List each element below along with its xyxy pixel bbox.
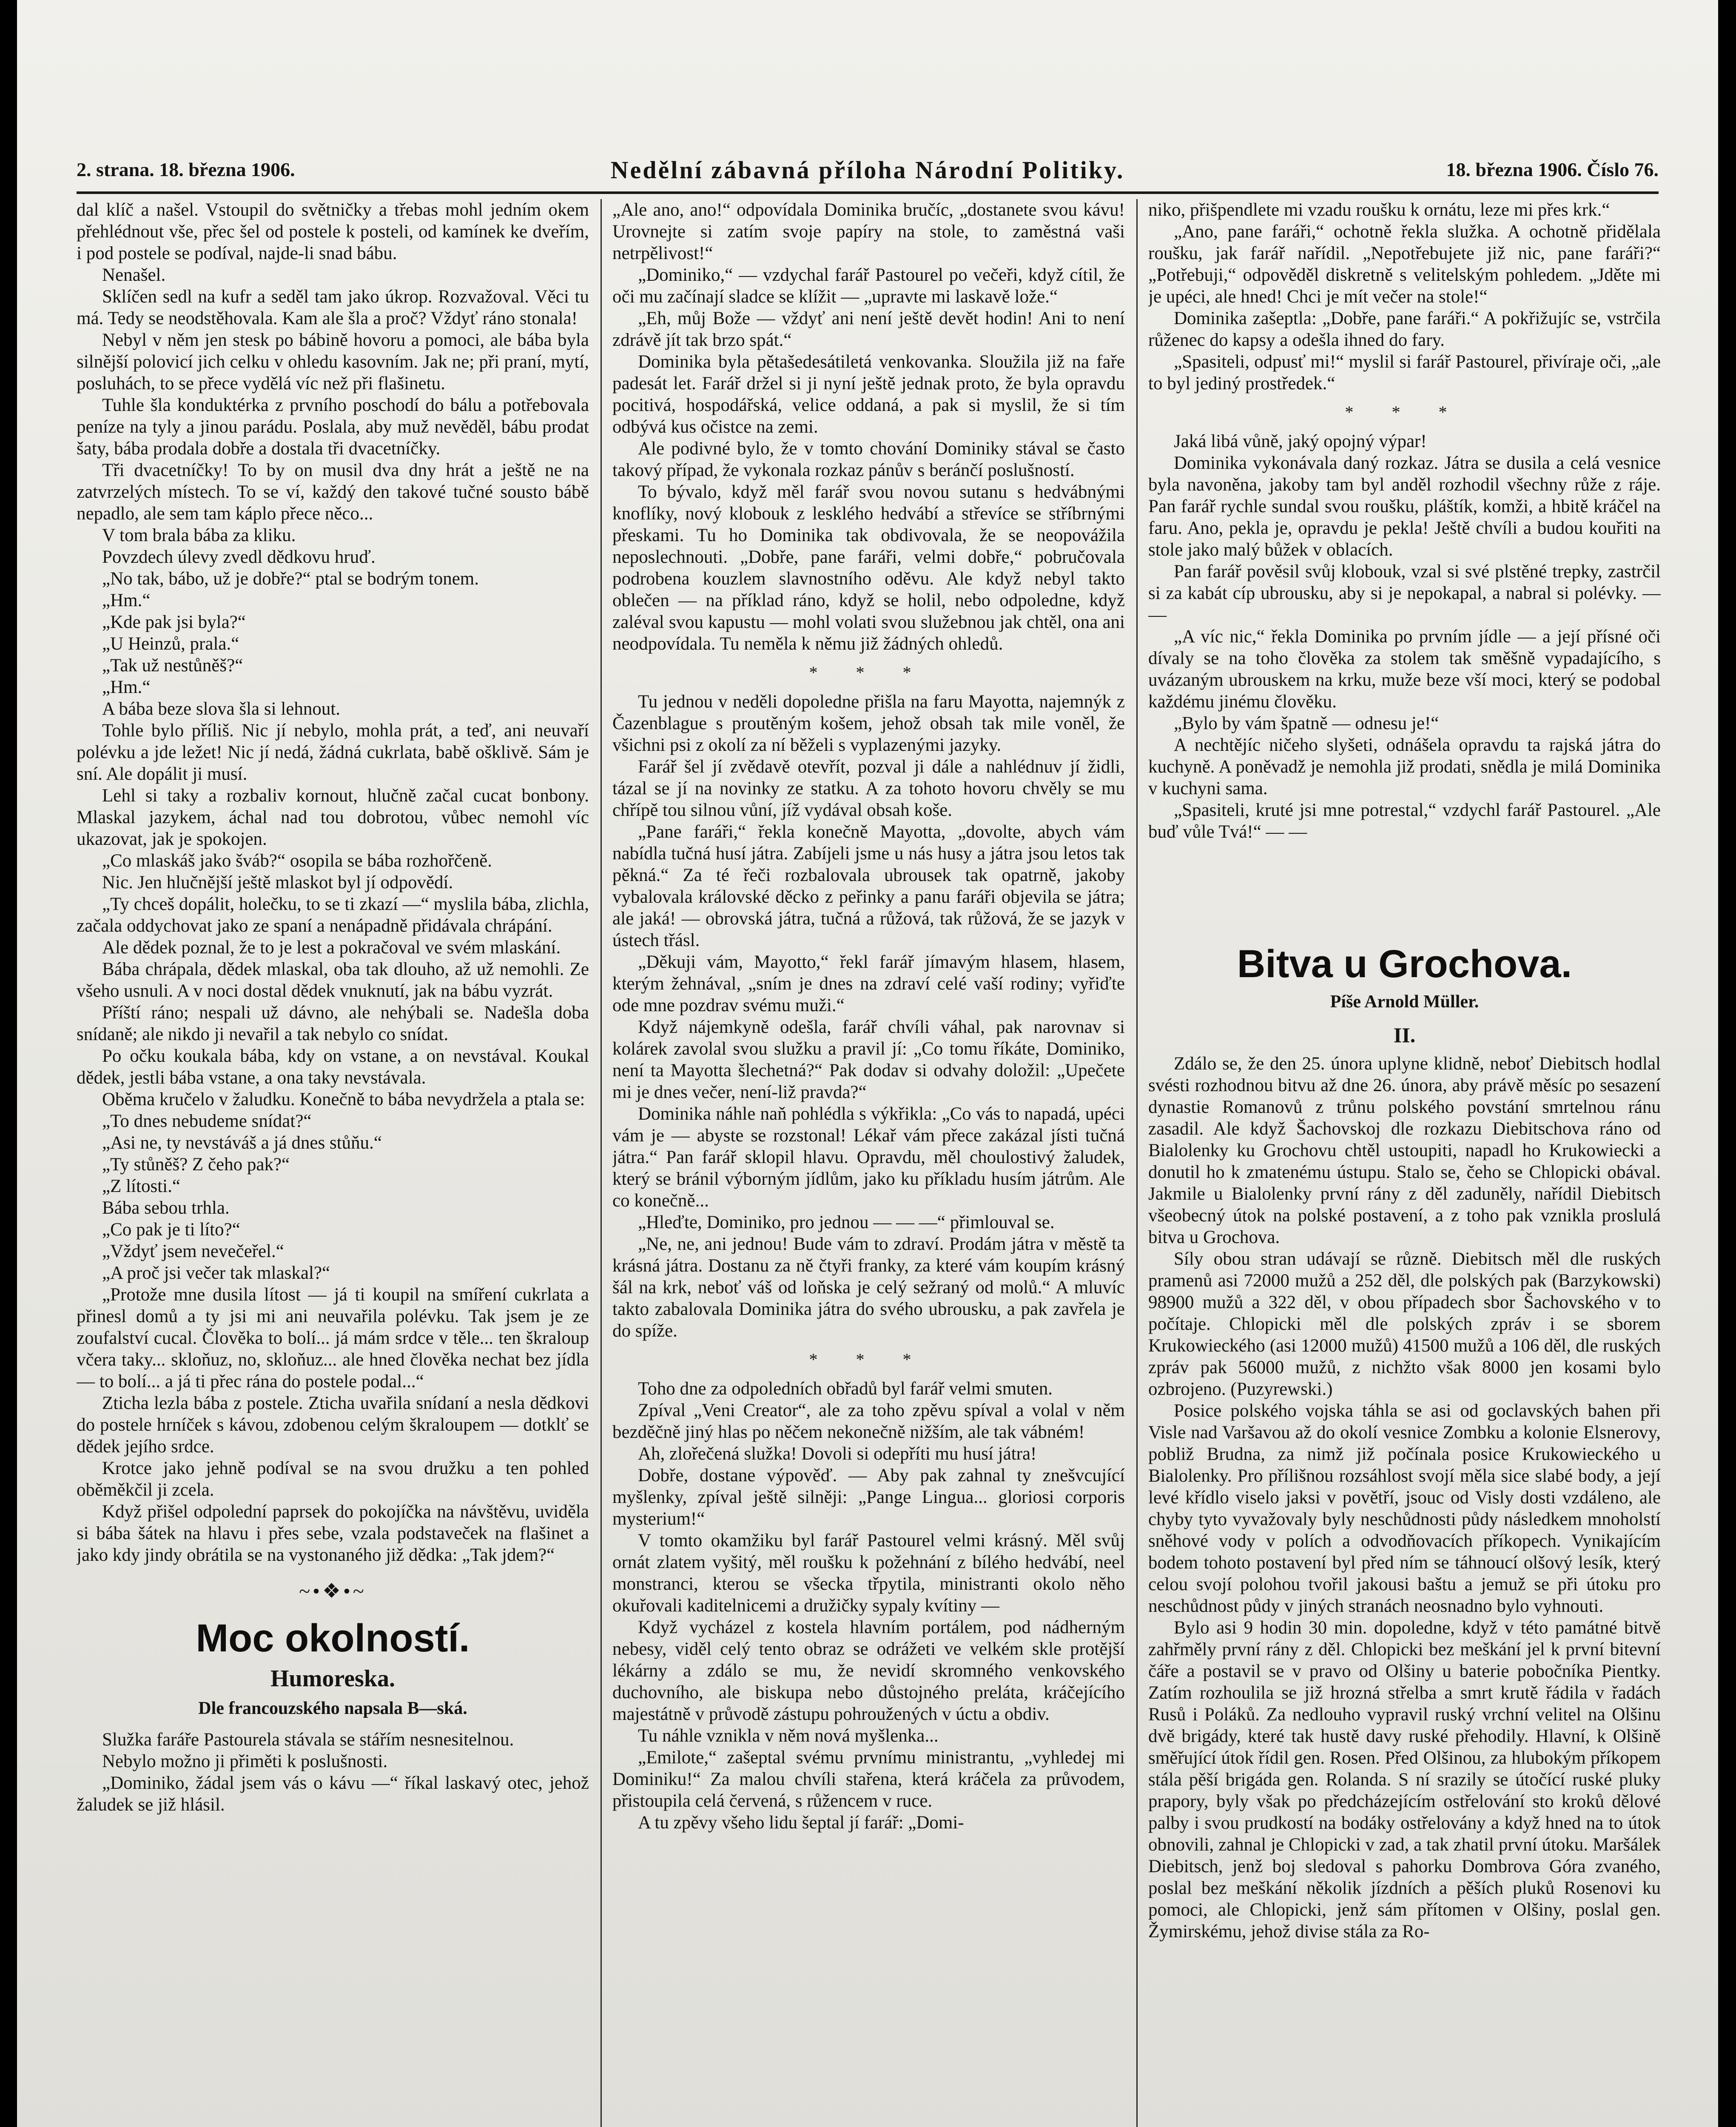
paragraph: „To dnes nebudeme snídat?“: [102, 1111, 312, 1131]
paragraph: Jaká libá vůně, jaký opojný výpar!: [1174, 431, 1427, 451]
paragraph: „Hleďte, Dominiko, pro jednou — — —“ přimlouval se.: [638, 1212, 1055, 1232]
paragraph: „A proč jsi večer tak mlaskal?“: [102, 1263, 330, 1283]
paragraph: „Bylo by vám špatně — odnesu je!“: [1174, 713, 1439, 733]
paragraph: Ale podivné bylo, že v tomto chování Dominiky stával se často takový případ, že vykonala rozkaz pánův s beránčí poslušností.: [612, 439, 1125, 480]
paragraph: „Spasiteli, kruté jsi mne potrestal,“ vzdychl farář Pastourel. „Ale buď vůle Tvá!“ — —: [1148, 800, 1661, 842]
paragraph: „Hm.“: [102, 677, 151, 697]
paragraph: Bába chrápala, dědek mlaskal, oba tak dlouho, až už nemohli. Ze všeho usnuli. A v noci dostal dědek vnuknutí, jak na bábu vyzrát.: [77, 959, 589, 1001]
paragraph: Lehl si taky a rozbaliv kornout, hlučně začal cucat bonbony. Mlaskal jazykem, áchal nad tou dobrotou, vůbec nemohl víc ukazovat, jak je spokojen.: [77, 786, 589, 849]
story-body: [77, 1729, 589, 1816]
paragraph: „Děkuji vám, Mayotto,“ řekl farář jímavým hlasem, hlasem, kterým žehnával, „sním je dnes na zdraví celé vaší rodiny; vyřiďte ode mne pozdrav svému muži.“: [612, 952, 1125, 1015]
paragraph: „Co mlaskáš jako šváb?“ osopila se bába rozhořčeně.: [102, 851, 492, 871]
paragraph: „Dominiko,“ — vzdychal farář Pastourel po večeři, když cítil, že oči mu začínají sladce se klížit — „upravte mi laskavě lože.“: [612, 265, 1125, 307]
paragraph: „Dominiko, žádal jsem vás o kávu —“ říkal laskavý otec, jehož žaludek se již hlásil.: [77, 1773, 589, 1815]
paragraph: „Co pak je ti líto?“: [102, 1220, 240, 1240]
paragraph: Dobře, dostane výpověď. — Aby pak zahnal ty znešvcující myšlenky, zpíval ještě silněji: „Pange Lingua... gloriosi corporis mysterium!“: [612, 1466, 1125, 1529]
paragraph: V tom brala bába za kliku.: [102, 525, 296, 545]
paragraph: Tuhle šla konduktérka z prvního poschodí do bálu a potřebovala peníze na tyly a jinou parádu. Poslala, aby muž nevěděl, bábu prodat šaty, bába prodala dobře a dostala tři dvacetníčky.: [77, 395, 589, 459]
paragraph: Bába sebou trhla.: [102, 1198, 230, 1218]
paragraph: Pan farář pověsil svůj klobouk, vzal si své plstěné trepky, zastrčil si za kabát cíp ubrousku, aby si je nepokapal, a nabral si polévky. — —: [1148, 562, 1661, 625]
paragraph: Síly obou stran udávají se různě. Diebitsch měl dle ruských pramenů asi 72000 mužů a 252 děl, dle polských pak (Barzykowski) 98900 mužů a 322 děl, v obou případech sbor Šachovského v to počítaje. Chlopicki měl dle polských zpráv i se sborem Krukowieckého (asi 12000 mužů) 41500 mužů a 106 děl, dle ruských zpráv pak 56000 mužů, z nichžto však 8000 jen kosami bylo ozbrojeno. (Puzyrewski.): [1148, 1249, 1661, 1399]
column-divider: [600, 199, 602, 2127]
section-stars: * * *: [809, 1350, 928, 1369]
section-stars: * * *: [809, 663, 928, 682]
paragraph: Povzdech úlevy zvedl dědkovu hruď.: [102, 547, 376, 567]
story-body: [1148, 1053, 1661, 1942]
paragraph: „Ty stůněš? Z čeho pak?“: [102, 1155, 290, 1175]
paragraph: V tomto okamžiku byl farář Pastourel velmi krásný. Měl svůj ornát zlatem vyšitý, měl roušku k požehnání z bílého hedvábí, neel monstranci, kterou se všecka třpytila, ministranti okolo něho okuřovali kaditelnicemi a družičky sypaly kvítiny —: [612, 1531, 1125, 1616]
spacer: [1148, 843, 1661, 932]
paragraph: „Ne, ne, ani jednou! Bude vám to zdraví. Prodám játra v městě ta krásná játra. Dostanu za ně čtyři franky, za které vám koupím krásný šál na krk, neboť váš od loňska je celý sežraný od molů.“ A mluvíc takto zabalovala Dominika játra do svého ubrousku, a pak zavřela je do spíže.: [612, 1234, 1125, 1341]
story-body: [1148, 199, 1661, 394]
paragraph: A tu zpěvy všeho lidu šeptal jí farář: „Domi-: [638, 1813, 964, 1833]
paragraph: Oběma kručelo v žaludku. Konečně to bába nevydržela a ptala se:: [102, 1089, 585, 1109]
paragraph: Tři dvacetníčky! To by on musil dva dny hrát a ještě ne na zatvrzelých místech. To se ví, každý den takové tučné sousto bábě nepadlo, ale sem tam káplo přece něco...: [77, 460, 589, 524]
paragraph: Ah, zlořečená služka! Dovoli si odepříti mu husí játra!: [638, 1444, 1037, 1464]
paragraph: „Hm.“: [102, 590, 151, 610]
story-title: Bitva u Grochova.: [1237, 942, 1572, 986]
header-rule: [77, 191, 1659, 194]
paragraph: Bylo asi 9 hodin 30 min. dopoledne, když v této památné bitvě zahřměly první rány z děl. Chlopicki bez meškání jel k první bitevní čáře a postavil se v pravo od Olšiny u baterie pobočníka Pientky. Zatím rozhoulila se již hrozná střelba a smrt krutě řádila v řadách Rusů i Poláků. Za nedlouho vypravil ruský vrchní velitel na Olšinu dvě brigády, které tak hustě davy ruské přehodily. Hlavní, k Olšině směřující útok řídil gen. Rosen. Před Olšinou, za hlubokým příkopem stála pěší brigáda gen. Rolanda. S ní srazily se útočící ruské pluky prapory, byly však po předcházejícím ostřelování sto kroků dělové palby i svou prudkostí na bodáky ostřelovány a když hned na to útok obnovili, zahnal je Chlopicki v zad, a tak zhatil první útoku. Maršálek Diebitsch, jenž boj sledoval s pahorku Dombrova Góra zvaného, poslal bez meškání několik jízdních a pěších pluků Rosenovi ku pomoci, ale Chlopicki, jenž sám přítomen v Olšiny, poslal gen. Žymirskému, jehož divise stála za Ro-: [1148, 1618, 1661, 1942]
paragraph: „Asi ne, ty nevstáváš a já dnes stůňu.“: [102, 1133, 382, 1153]
paragraph: „Spasiteli, odpusť mi!“ myslil si farář Pastourel, přivíraje oči, „ale to byl jediný prostředek.“: [1148, 352, 1661, 393]
paragraph: Nic. Jen hlučnější ještě mlaskot byl jí odpovědí.: [102, 872, 453, 892]
paragraph: Když přišel odpolední paprsek do pokojíčka na návštěvu, uviděla si bába šátek na hlavu i přes sebe, vzala podstaveček na flašinet a jako kdy jindy obrátila se na vystonaného již dědka: „Tak jdem?“: [77, 1502, 589, 1565]
paragraph: „Ale ano, ano!“ odpovídala Dominika bručíc, „dostanete svou kávu! Urovnejte si zatím svoje papíry na stole, to zaměstná vaši netrpělivost!“: [612, 200, 1125, 263]
paragraph: „No tak, bábo, už je dobře?“ ptal se bodrým tonem.: [102, 569, 479, 589]
paragraph: Sklíčen sedl na kufr a seděl tam jako úkrop. Rozvažoval. Věci tu má. Tedy se neodstěhovala. Kam ale šla a proč? Vždyť ráno stonala!: [77, 287, 589, 328]
paragraph: Zdálo se, že den 25. února uplyne klidně, neboť Diebitsch hodlal svésti rozhodnou bitvu až dne 26. února, aby právě měsíc po sesazení dynastie Romanovů z trůnu polského povstání smrtelnou ránu zasadil. Ale když Šachovskoj dle rozkazu Diebitschova ráno od Bialolenky ku Grochovu chtěl ustoupiti, napadl ho Krukowiecki a donutil ho k zmatenému ústupu. Stalo se, čeho se Chlopicki obával. Jakmile u Bialolenky první rány z děl zaduněly, nařídil Diebitsch všeobecný útok na polské postavení, a z toho pak vznikla proslulá bitva u Grochova.: [1148, 1054, 1661, 1247]
paragraph: Nenašel.: [102, 265, 166, 285]
paragraph: Krotce jako jehně podíval se na svou družku a ten pohled oběměkčil ji zcela.: [77, 1458, 589, 1500]
section-stars: * * *: [1345, 402, 1464, 422]
paragraph: Nebyl v něm jen stesk po bábině hovoru a pomoci, ale bába byla silnější polovicí jich celku v ohledu kasovním. Jak ne; při praní, mytí, posluhách, to se přece vydělá víc než při flašinetu.: [77, 330, 589, 393]
paragraph: Dominika byla pětašedesátiletá venkovanka. Sloužila již na faře padesát let. Farář držel si ji nyní ještě jednak proto, že byla opravdu pocitivá, hospodářská, velice oddaná, a pak si myslil, že si tím odbývá kus očistce na zemi.: [612, 352, 1125, 437]
header-title: Nedělní zábavná příloha Národní Politiky.: [610, 156, 1125, 184]
story-body: [612, 199, 1125, 655]
story-body: [612, 691, 1125, 1342]
story-body: [612, 1378, 1125, 1833]
paragraph: Toho dne za odpoledních obřadů byl farář velmi smuten.: [638, 1379, 1053, 1399]
paragraph: „Tak už nestůněš?“: [102, 656, 243, 676]
paragraph: Když nájemkyně odešla, farář chvíli váhal, pak narovnav si kolárek zavolal svou služku a pravil jí: „Co tomu říkáte, Dominiko, není ta Mayotta šlechetná?“ Pak dodav si odvahy doložil: „Upečete mi je dnes večer, není-liž pravda?“: [612, 1017, 1125, 1102]
paragraph: „Emilote,“ zašeptal svému prvnímu ministrantu, „vyhledej mi Dominiku!“ Za malou chvíli stařena, která kráčela za průvodem, přistoupila celá červená, s růžencem v ruce.: [612, 1748, 1125, 1811]
paragraph: Po očku koukala bába, kdy on vstane, a on nevstával. Koukal dědek, jestli bába vstane, a ona taky nevstávala.: [77, 1046, 589, 1088]
column-2: [612, 199, 1125, 2127]
paragraph: „Ano, pane faráři,“ ochotně řekla služka. A ochotně přidělala roušku, jak farář nařídil. „Nepotřebujete již nic, pane faráři?“ „Potřebuji,“ odpověděl diskretně s velitelským pohledem. „Jděte mi je upéci, ale hned! Chci je mít večer na stole!“: [1148, 222, 1661, 307]
paragraph: Služka faráře Pastourela stávala se stářím nesnesitelnou.: [102, 1730, 514, 1750]
column-1: [77, 199, 589, 2127]
paragraph: Tu jednou v neděli dopoledne přišla na faru Mayotta, najemnýk z Čazenblague s proutěným košem, jehož obsah tak mile voněl, že všichni psi z okolí za ní běželi s vyplazenými jazyky.: [612, 692, 1125, 755]
page-header: [77, 158, 1659, 188]
paragraph: Posice polského vojska táhla se asi od goclavských bahen při Visle nad Varšavou až do okolí vesnice Zombku a kolonie Elsnerovy, pobliž Brudna, za nimž již počínala posice Krukowieckého u Bialolenky. Pro přílišnou rozsáhlost svojí měla sice slabé body, a její levé křídlo viselo jaksi v povětří, jsouc od Visly dosti vzdáleno, ale chyby tyto vyvažovaly byly neschůdnosti půdy následkem mnoholstí sněhové vody v polích a odvodňovacích příkopech. Vynikajícím bodem tohoto postavení byl před ním se táhnoucí olšový lesík, který celou svojí polohou tvořil jakousi baštu a jemuž se při útoku pro neschůdnost půdy v jiných stranách neosnadno bylo vyhnouti.: [1148, 1401, 1661, 1616]
paragraph: „A víc nic,“ řekla Dominika po prvním jídle — a její přísné oči dívaly se na toho člověka za stolem tak směšně vypadajícího, s uvázaným ubrouskem na krku, muže beze vší moci, který se podobal každému jinému člověku.: [1148, 627, 1661, 712]
paragraph: dal klíč a našel. Vstoupil do světničky a třebas mohl jedním okem přehlédnout vše, přec šel od postele k posteli, od kamínek ke dveřím, i pod postele se podíval, najde-li snad bábu.: [77, 200, 589, 263]
ornament-divider: ~•❖•~: [299, 1580, 367, 1602]
paragraph: niko, přišpendlete mi vzadu roušku k ornátu, leze mi přes krk.“: [1148, 200, 1610, 220]
story-byline: Píše Arnold Müller.: [1330, 992, 1479, 1012]
paragraph: Příští ráno; nespali už dávno, ale nehýbali se. Nadešla doba snídaně; ale nikdo ji nevařil a tak nebylo co snídat.: [77, 1003, 589, 1044]
paragraph: „Protože mne dusila lítost — já ti koupil na smíření cukrlata a přinesl domů a ty jsi mi ani neuvařila polévku. Tak jsem je ze zoufalství cucal. Člověka to bolí... já mám srdce v těle... ten škraloup včera taky... skloňuz, no, skloňuz... ale hned člověka nechat bez jídla — to bolí... a já ti přec rána do postele podal...“: [77, 1285, 589, 1391]
paragraph: „Pane faráři,“ řekla konečně Mayotta, „dovolte, abych vám nabídla tučná husí játra. Zabíjeli jsme u nás husy a játra jsou letos tak pěkná.“ Za té řeči rozbalovala ubrousek tak opatrně, jakoby vybalovala královské děcko z peřinky a panu faráři objevila se játra; ale jaká! — obrovská játra, tučná a růžová, tak růžová, že se jazyk v ústech třásl.: [612, 822, 1125, 950]
column-divider: [1136, 199, 1138, 2127]
paragraph: „Eh, můj Bože — vždyť ani není ještě devět hodin! Ani to není zdrávě jít tak brzo spát.“: [612, 308, 1125, 350]
header-date-left: 2. strana. 18. března 1906.: [77, 159, 295, 180]
paragraph: Ale dědek poznal, že to je lest a pokračoval ve svém mlaskání.: [102, 938, 561, 958]
paragraph: Dominika náhle naň pohlédla s výkřikla: „Co vás to napadá, upéci vám je — abyste se rozstonal! Lékař vám přece zakázal jísti tučná játra.“ Pan farář sklopil hlavu. Opravdu, měl choulostivý žaludek, který se bránil výborným jídlům, jako ku příkladu husím játrům. Ale co konečně...: [612, 1104, 1125, 1211]
paragraph: To bývalo, když měl farář svou novou sutanu s hedvábnými knoflíky, nový klobouk z lesklého hedvábí a střevíce se stříbrnými přeskami. Tu ho Dominika tak obdivovala, že se neopovážila neposlechnouti. „Dobře, pane faráři, velmi dobře,“ pobručovala podrobena kouzlem slavnostního oděvu. Ale když nebyl takto oblečen — na příklad ráno, když se holil, nebo odpoledne, když zaléval svou kapustu — mohl volati svou služebnou jak chtěl, ona ani neodpovídala. Tu neměla k němu již žádných ohledů.: [612, 482, 1125, 654]
story-subtitle: Humoreska.: [270, 1665, 395, 1692]
story-byline: Dle francouzského napsala B—ská.: [198, 1699, 467, 1718]
paragraph: „Vždyť jsem nevečeřel.“: [102, 1241, 284, 1261]
section-number: II.: [1393, 1023, 1416, 1047]
paragraph: Farář šel jí zvědavě otevřít, pozval ji dále a nahlédnuv jí židli, tázal se jí na novinky ze statku. A za tohoto hovoru chvěly se mu chřípě tou silnou vůní, jíž vydával obsah koše.: [612, 757, 1125, 820]
paragraph: Když vycházel z kostela hlavním portálem, pod nádherným nebesy, viděl celý tento obraz se odrážeti ve velkém skle protější lékárny a zdálo se mu, že nevidí skromného venkovského duchovního, ale biskupa nebo důstojného preláta, kráčejícího majestátně v průvodě zástupu pohroužených v úctu a obdiv.: [612, 1617, 1125, 1724]
paragraph: „Ty chceš dopálit, holečku, to se ti zkazí —“ myslila bába, zlichla, začala oddychovat jako ze spaní a nenápadně přidávala chrápání.: [77, 894, 589, 936]
newspaper-page: [17, 0, 1718, 2127]
story-continuation: [77, 199, 589, 1566]
paragraph: A bába beze slova šla si lehnout.: [102, 699, 341, 719]
paragraph: Tu náhle vznikla v něm nová myšlenka...: [638, 1726, 939, 1746]
paragraph: „Kde pak jsi byla?“: [102, 612, 246, 632]
paragraph: „U Heinzů, prala.“: [102, 634, 239, 654]
paragraph: Zpíval „Veni Creator“, ale za toho zpěvu spíval a volal v něm bezděčně jiný hlas po něčem nekonečně nižším, ale tak vábném!: [612, 1400, 1125, 1442]
paragraph: „Z lítosti.“: [102, 1176, 180, 1196]
header-date-issue: 18. března 1906. Číslo 76.: [1446, 159, 1659, 180]
paragraph: Zticha lezla bába z postele. Zticha uvařila snídaní a nesla dědkovi do postele hrníček s kávou, zdobenou celým škraloupem — dotklť se dědek jejího srdce.: [77, 1393, 589, 1457]
paragraph: Nebylo možno ji přiměti k poslušnosti.: [102, 1751, 388, 1771]
story-title: Moc okolností.: [196, 1617, 470, 1660]
paragraph: Dominika vykonávala daný rozkaz. Játra se dusila a celá vesnice byla navoněna, jakoby tam byl anděl rozhodil všechny růže z ráje. Pan farář rychle sundal svou roušku, pláštík, komži, a hbitě kráčel na faru. Ano, pekla je, opravdu je pekla! Ještě chvíli a budou kouřiti na stole jako malý bůžek v oblacích.: [1148, 453, 1661, 560]
paragraph: Tohle bylo příliš. Nic jí nebylo, mohla prát, a teď, ani neuvaří polévku a jde ležet! Nic jí nedá, žádná cukrlata, babě ošklivě. Sám je sní. Ale dopálit ji musí.: [77, 721, 589, 784]
story-body: [1148, 431, 1661, 843]
paragraph: Dominika zašeptla: „Dobře, pane faráři.“ A pokřižujíc se, vstrčila růženec do kapsy a odešla ihned do fary.: [1148, 308, 1661, 350]
column-3: [1148, 199, 1661, 2127]
paragraph: A nechtějíc ničeho slyšeti, odnášela opravdu ta rajská játra do kuchyně. A poněvadž je nemohla již prodati, snědla je milá Dominika v kuchyni sama.: [1148, 735, 1661, 798]
